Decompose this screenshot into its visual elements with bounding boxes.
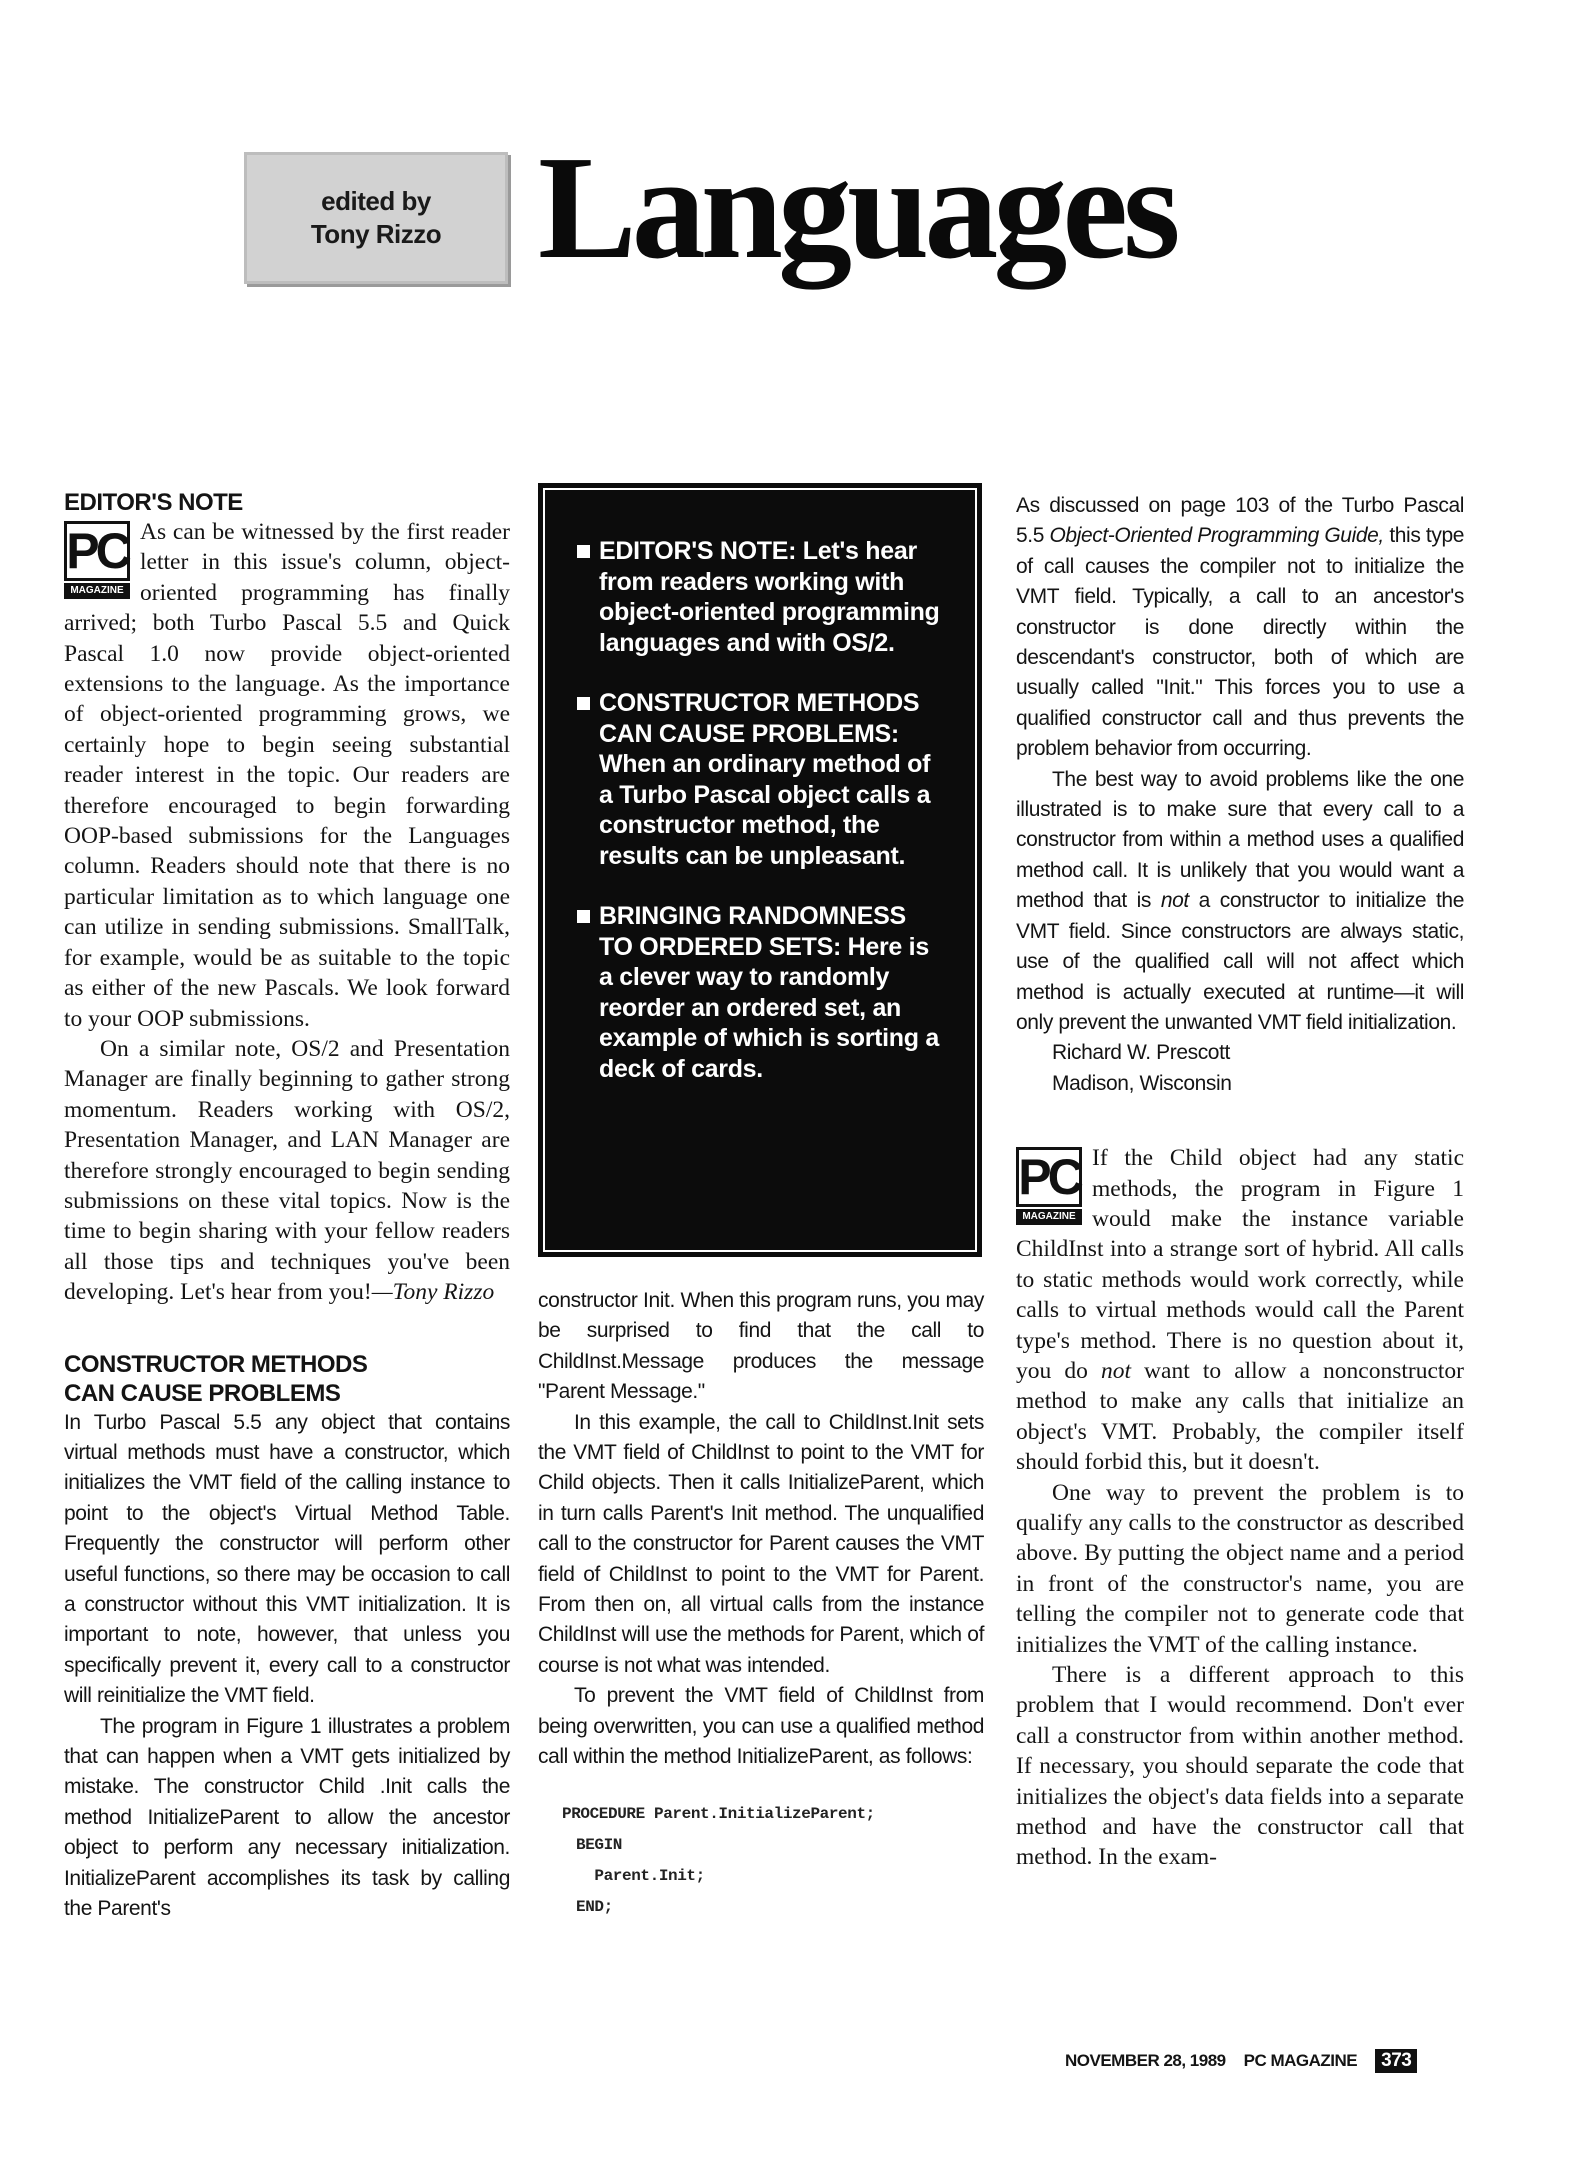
summary-item-text: BRINGING RANDOMNESS TO ORDERED SETS: Here is a clever way to randomly reorder an ordered set, an example of which is sorting a deck of cards. (599, 902, 939, 1083)
column-3 (1016, 491, 1464, 1873)
code-listing (538, 1799, 984, 1923)
summary-item-text: EDITOR'S NOTE: Let's hear from readers working with object-oriented programming languages and with OS/2. (599, 537, 940, 657)
editor-credit-box (244, 152, 508, 284)
code-line: BEGIN (576, 1835, 623, 1854)
column-2 (538, 1286, 984, 1923)
summary-item (577, 536, 943, 658)
reply-text: want to allow a nonconstructor method to make any calls that initialize an object's VMT. Probably, the compiler itself should forbid this, but it doesn't. (1016, 1357, 1464, 1476)
page-title: Languages (538, 126, 1176, 290)
letter-body (1016, 491, 1464, 1099)
constructor-heading-line: CONSTRUCTOR METHODS (64, 1350, 368, 1378)
summary-item-text: CONSTRUCTOR METHODS CAN CAUSE PROBLEMS: When an ordinary method of a Turbo Pascal object calls a constructor method, the results can be unpleasant. (599, 689, 931, 870)
letter-text: a constructor to initialize the VMT field. Since constructors are always static, use of the qualified call will not affect which method is actually executed at runtime—it will only prevent the unwanted VMT field initialization. (1016, 889, 1464, 1034)
editors-note-paragraph: As can be witnessed by the first reader letter in this issue's column, object-oriented programming has finally arrived; both Turbo Pascal 5.5 and Quick Pascal 1.0 now provide object-oriented extensions to the language. As the importance of object-oriented programming grows, we certainly hope to begin seeing substantial reader interest in the topic. Our readers are therefore encouraged to begin forwarding OOP-based submissions for the Languages column. Readers should note that there is no particular limitation as to which language one can utilize in sending submissions. SmallTalk, for example, would be as suitable to the topic as either of the new Pascals. We look forward to your OOP submissions. (64, 519, 510, 1032)
summary-item (577, 901, 943, 1084)
code-line: Parent.Init; (576, 1866, 705, 1885)
letter-italic: Object-Oriented Programming Guide, (1049, 524, 1384, 548)
editor-name: Tony Rizzo (310, 219, 442, 249)
column-2-paragraph: To prevent the VMT field of ChildInst from being overwritten, you can use a qualified method call within the method InitializeParent, as follows: (538, 1684, 984, 1769)
constructor-paragraph: In Turbo Pascal 5.5 any object that contains virtual methods must have a constructor, which initializes the VMT field of the calling instance to point to the object's Virtual Method Table. Frequently the constructor will perform other useful functions, so there may be occasion to call a constructor without this VMT initialization. It is important to note, however, that unless you specifically prevent it, every call to a constructor will reinitialize the VMT field. (64, 1410, 510, 1708)
bullet-square-icon (577, 545, 590, 558)
pc-magazine-logo (64, 521, 130, 599)
editors-note-text: On a similar note, OS/2 and Presentation Manager are finally beginning to gather strong momentum. Readers working with OS/2, Presentation Manager, and LAN Manager are therefore strongly encouraged to begin sending submissions on these vital topics. Now is the time to begin sharing with your fellow readers all those tips and techniques you've been developing. Let's hear from you! (64, 1035, 510, 1306)
letter-italic: not (1160, 889, 1189, 913)
letter-text: this type of call causes the compiler not to initialize the VMT field. Typically, a call to an ancestor's constructor is done directly within the descendant's constructor, both of which are usually called "Init." This forces you to use a qualified constructor call and thus prevents the problem behavior from occurring. (1016, 524, 1465, 761)
page-number: 373 (1375, 2049, 1417, 2073)
author-location: Madison, Wisconsin (1052, 1071, 1232, 1095)
footer-magazine: PC MAGAZINE (1243, 2051, 1358, 2070)
constructor-paragraph: The program in Figure 1 illustrates a problem that can happen when a VMT gets initialized by mistake. The constructor Child .Init calls the method InitializeParent to allow the ancestor object to perform any necessary initialization. InitializeParent accomplishes its task by calling the Parent's (64, 1714, 510, 1921)
editors-note-signoff: —Tony Rizzo (371, 1279, 495, 1306)
column-1 (64, 488, 510, 1924)
editors-note-body (64, 517, 510, 1308)
author-name: Richard W. Prescott (1052, 1041, 1230, 1065)
letter-text: The best way to avoid problems like the one illustrated is to make sure that every call to a constructor from within a method uses a qualified method call. It is unlikely that you would want a method that is (1016, 767, 1464, 913)
page-footer (1065, 2049, 1417, 2073)
edited-by-label: edited by (321, 186, 431, 216)
letter-text: As discussed on page 103 of the Turbo Pascal 5.5 (1016, 494, 1464, 548)
constructor-heading (64, 1350, 510, 1408)
code-line: END; (576, 1897, 613, 1916)
code-line: PROCEDURE Parent.InitializeParent; (562, 1804, 875, 1823)
pc-logo-mark: PC (64, 521, 130, 581)
reply-italic: not (1100, 1357, 1131, 1384)
reply-paragraph: One way to prevent the problem is to qualify any calls to the constructor as described above. By putting the object name and a period in front of the constructor's name, you are telling the compiler not to generate code that initializes the VMT of the calling instance. (1016, 1479, 1464, 1658)
summary-item (577, 688, 943, 871)
pc-logo-mark: PC (1016, 1147, 1082, 1207)
summary-box (540, 485, 980, 1255)
footer-date: NOVEMBER 28, 1989 (1065, 2051, 1226, 2070)
reply-paragraph (1016, 1143, 1464, 1477)
column-2-paragraph: constructor Init. When this program runs, you may be surprised to find that the call to ChildInst.Message produces the message "Parent Message." (538, 1289, 984, 1404)
pc-magazine-logo (1016, 1147, 1082, 1225)
constructor-body (64, 1408, 510, 1925)
column-2-paragraph: In this example, the call to ChildInst.Init sets the VMT field of ChildInst to point to the VMT for Child objects. Then it calls InitializeParent, which in turn calls Parent's Init method. The unqualified call to the constructor for Parent causes the VMT field of ChildInst to point to the VMT for Parent. From then on, all virtual calls from the instance ChildInst will use the methods for Parent, which of course is not what was intended. (538, 1410, 984, 1677)
editors-note-paragraph (64, 1034, 510, 1308)
constructor-heading-line: CAN CAUSE PROBLEMS (64, 1379, 341, 1407)
reply-body (1016, 1143, 1464, 1873)
reply-paragraph: There is a different approach to this problem that I would recommend. Don't ever call a constructor from within another method. If necessary, you should separate the code that initializes the object's data fields into a separate method and have the constructor call that method. In the exam- (1016, 1662, 1464, 1871)
pc-logo-magazine: MAGAZINE (64, 583, 130, 599)
letter-paragraph (1016, 491, 1464, 765)
editors-note-heading: EDITOR'S NOTE (64, 489, 243, 516)
bullet-square-icon (577, 910, 590, 923)
letter-paragraph (1016, 765, 1464, 1039)
pc-logo-magazine: MAGAZINE (1016, 1209, 1082, 1225)
bullet-square-icon (577, 697, 590, 710)
reply-text: If the Child object had any static methods, the program in Figure 1 would make the instance variable ChildInst into a strange sort of hybrid. All calls to static methods would work correctly, while calls to virtual methods would call the Parent type's method. There is no question about it, you do (1016, 1145, 1464, 1384)
